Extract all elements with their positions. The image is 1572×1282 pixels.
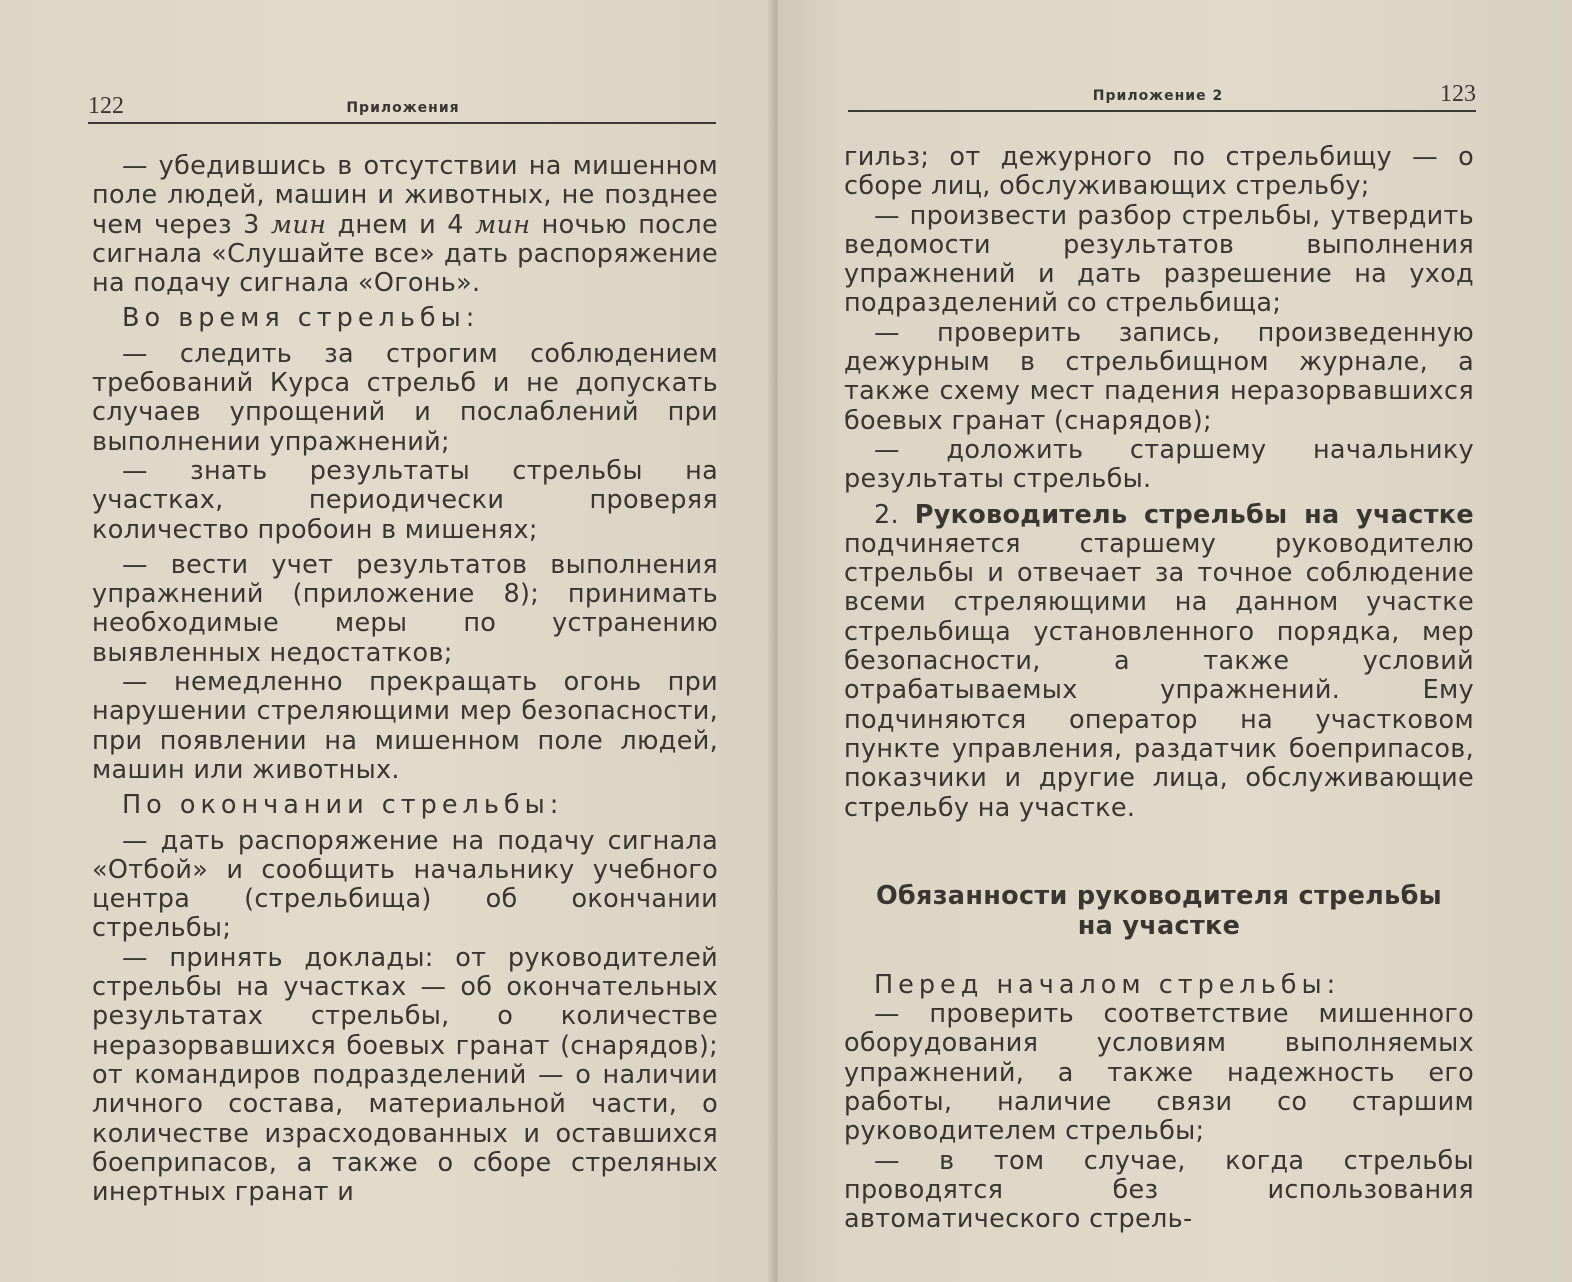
left-page <box>0 0 776 1282</box>
paragraph: — убедившись в отсутствии на мишенном поле людей, машин и животных, не позднее чем через 3 мин днем и 4 мин ночью после сигнала «Слушайте все» дать распоряжение на подачу сигнала «Огонь». <box>92 151 718 299</box>
right-running-header <box>848 76 1476 112</box>
right-page-number: 123 <box>1440 81 1476 107</box>
left-running-header <box>88 88 716 124</box>
paragraph: — знать результаты стрельбы на участках, периодически проверяя количество пробоин в мишенях; <box>92 455 718 545</box>
paragraph: — вести учет результатов выполнения упражнений (приложение 8); принимать необходимые меры по устранению выявленных недостатков; <box>92 549 718 668</box>
subheading-before: Перед началом стрельбы: <box>874 969 1341 1000</box>
right-running-title: Приложение 2 <box>1092 88 1224 104</box>
paragraph: гильз; от дежурного по стрельбищу — о сборе лиц, обслуживающих стрельбу; <box>844 142 1474 202</box>
paragraph: — дать распоряжение на подачу сигнала «Отбой» и сообщить начальнику учебного центра (стрельбища) об окончании стрельбы; <box>92 825 718 944</box>
right-page <box>778 0 1572 1282</box>
right-text-column <box>844 143 1474 1235</box>
paragraph: — немедленно прекращать огонь при нарушении стреляющими мер безопасности, при появлении на мишенном поле людей, машин или животных. <box>92 667 718 785</box>
paragraph: — произвести разбор стрельбы, утвердить ведомости результатов выполнения упражнений и дать разрешение на уход подразделений со стрельбища; <box>844 200 1474 319</box>
paragraph: — проверить соответствие мишенного оборудования условиям выполняемых упражнений, а также надежность его работы, наличие связи со старшим руководителем стрельбы; <box>844 999 1474 1147</box>
paragraph: — проверить запись, произведенную дежурным в стрельбищном журнале, а также схему мест падения неразорвавшихся боевых гранат (снарядов); <box>844 317 1474 436</box>
paragraph: — доложить старшему начальнику результаты стрельбы. <box>844 434 1474 495</box>
subheading-during: Во время стрельбы: <box>122 303 480 334</box>
left-text-column <box>92 152 718 1207</box>
paragraph: — принять доклады: от руководителей стрельбы на участках — об окончательных результатах стрельбы, о количестве неразорвавшихся боевых гранат (снарядов); от командиров подразделений — о наличии личного состава, материальной части, о количестве израсходованных и оставшихся боеприпасов, а также о сборе стреляных инертных гранат и <box>92 942 718 1208</box>
paragraph: — следить за строгим соблюдением требований Курса стрельб и не допускать случаев упрощений и послаблений при выполнении упражнений; <box>92 338 718 457</box>
section-title: Обязанности руководителя стрельбы на участке <box>875 880 1443 941</box>
paragraph: — в том случае, когда стрельбы проводятся без использования автоматического стрель- <box>844 1145 1474 1235</box>
left-page-number: 122 <box>88 93 124 119</box>
subheading-after: По окончании стрельбы: <box>122 790 564 821</box>
paragraph: 2. Руководитель стрельбы на участке подчиняется старшему руководителю стрельбы и отвечает за точное соблюдение всеми стреляющими на данном участке стрельбища установленного порядка, мер безопасности, а также условий отрабатываемых упражнений. Ему подчиняются оператор на участковом пункте управления, раздатчик боеприпасов, показчики и другие лица, обслуживающие стрельбу на участке. <box>844 499 1474 823</box>
left-running-title: Приложения <box>346 100 460 116</box>
